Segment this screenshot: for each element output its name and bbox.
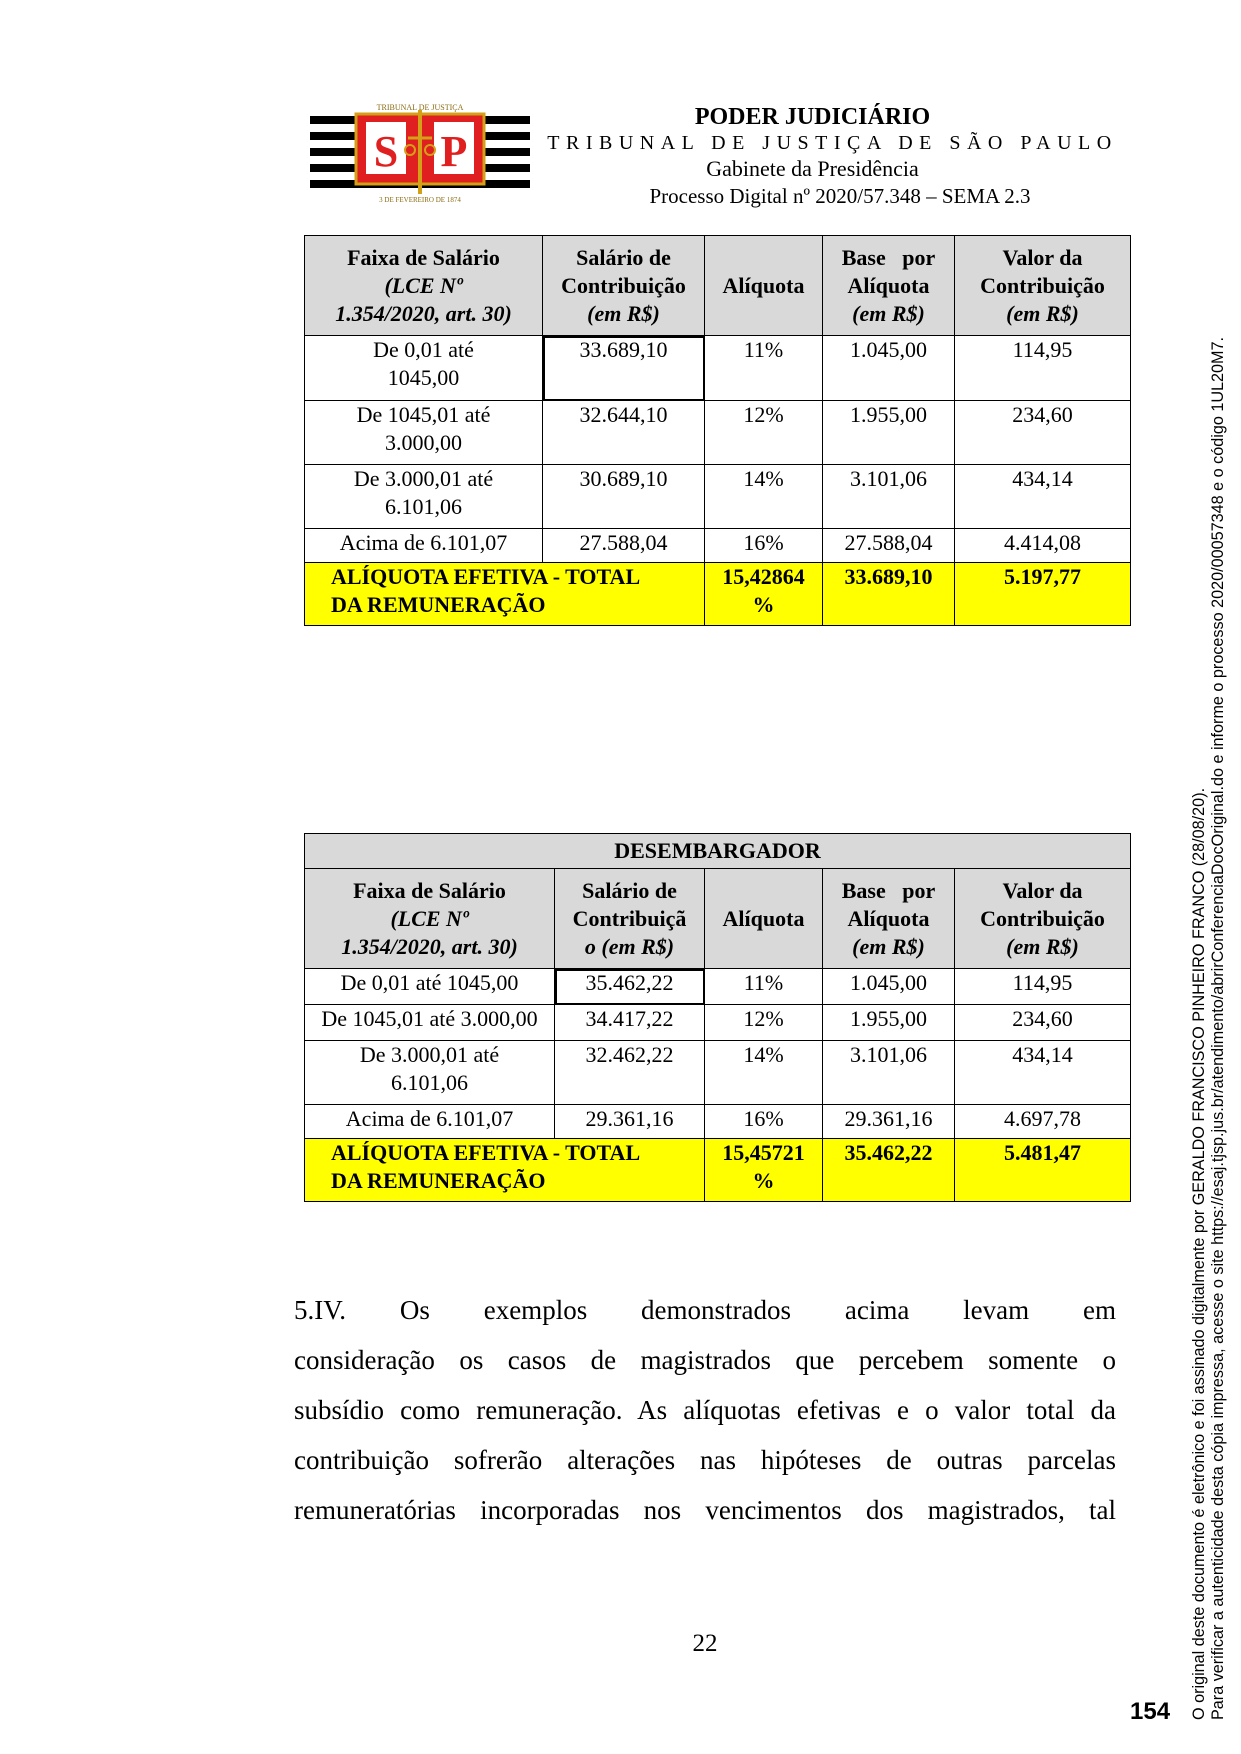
cell-faixa: De 3.000,01 até 6.101,06: [305, 1041, 555, 1105]
table-row: [305, 529, 1131, 563]
cell-faixa: De 0,01 até 1045,00: [305, 969, 555, 1005]
table-row: [305, 1105, 1131, 1139]
cell-aliquota: 14%: [705, 465, 823, 529]
cell-valor: 434,14: [955, 1041, 1131, 1105]
cell-base: 27.588,04: [823, 529, 955, 563]
contribution-table-desembargador: [304, 833, 1131, 1202]
cell-base: 3.101,06: [823, 1041, 955, 1105]
cell-faixa: De 3.000,01 até 6.101,06: [305, 465, 543, 529]
svg-text:S: S: [373, 127, 399, 176]
cell-salario: 27.588,04: [543, 529, 705, 563]
paragraph-line: 5.IV. Os exemplos demonstrados acima levam em: [294, 1295, 1116, 1325]
cell-base: 1.045,00: [823, 336, 955, 401]
svg-text:P: P: [440, 127, 468, 176]
cell-faixa: Acima de 6.101,07: [305, 1105, 555, 1139]
header-faixa: Faixa de Salário (LCE Nº 1.354/2020, art. 30): [305, 869, 555, 969]
authenticity-note: [1190, 337, 1228, 1720]
cell-aliquota: 12%: [705, 1005, 823, 1041]
header-title: PODER JUDICIÁRIO: [694, 104, 931, 130]
cell-total-valor: 5.481,47: [955, 1139, 1131, 1202]
header-aliquota: Alíquota: [705, 869, 823, 969]
cell-total-base: 33.689,10: [823, 563, 955, 626]
cell-salario: 30.689,10: [543, 465, 705, 529]
table-row: [305, 969, 1131, 1005]
table-row: [305, 1041, 1131, 1105]
cell-valor: 114,95: [955, 336, 1131, 401]
page-number: 22: [692, 1630, 718, 1657]
header-salario: Salário de Contribuição (em R$): [543, 236, 705, 336]
table-row: [305, 1005, 1131, 1041]
header-base: Base por Alíquota (em R$): [823, 869, 955, 969]
cell-total-base: 35.462,22: [823, 1139, 955, 1202]
table-total-row: [305, 563, 1131, 626]
table-row: [305, 336, 1131, 401]
cell-base: 1.955,00: [823, 401, 955, 465]
table-header-row: [305, 869, 1131, 969]
header-court-name: TRIBUNAL DE JUSTIÇA DE SÃO PAULO: [547, 132, 1118, 154]
cell-total-label: ALÍQUOTA EFETIVA - TOTAL DA REMUNERAÇÃO: [305, 563, 705, 626]
header-valor: Valor da Contribuição (em R$): [955, 869, 1131, 969]
authenticity-note-line-2: Para verificar a autenticidade desta cópia impressa, acesse o site https://esaj.tjsp.jus.br/atendimento/abrirConferenciaDocOriginal.do e informe o processo 2020/00057348 e o código 1UL20M7.: [1209, 336, 1227, 1720]
court-seal-logo: [310, 104, 530, 204]
paragraph-line: consideração os casos de magistrados que percebem somente o: [294, 1345, 1116, 1375]
cell-total-aliquota: 15,42864 %: [705, 563, 823, 626]
paragraph-line: subsídio como remuneração. As alíquotas efetivas e o valor total da: [294, 1395, 1116, 1425]
cell-valor: 114,95: [955, 969, 1131, 1005]
cell-valor: 4.414,08: [955, 529, 1131, 563]
cell-faixa: De 1045,01 até 3.000,00: [305, 401, 543, 465]
cell-aliquota: 16%: [705, 529, 823, 563]
paragraph-line: remuneratórias incorporadas nos vencimentos dos magistrados, tal: [294, 1495, 1116, 1525]
table-row: [305, 401, 1131, 465]
paragraph-line: contribuição sofrerão alterações nas hipóteses de outras parcelas: [294, 1445, 1116, 1475]
header-office: Gabinete da Presidência: [706, 156, 919, 181]
table-row: [305, 465, 1131, 529]
cell-faixa: De 0,01 até 1045,00: [305, 336, 543, 401]
cell-aliquota: 16%: [705, 1105, 823, 1139]
cell-valor: 4.697,78: [955, 1105, 1131, 1139]
header-aliquota: Alíquota: [705, 236, 823, 336]
table-caption: DESEMBARGADOR: [305, 834, 1131, 869]
header-process-number: Processo Digital nº 2020/57.348 – SEMA 2.3: [649, 184, 1031, 208]
cell-salario: 32.462,22: [555, 1041, 705, 1105]
cell-base: 1.955,00: [823, 1005, 955, 1041]
cell-valor: 234,60: [955, 401, 1131, 465]
cell-valor: 434,14: [955, 465, 1131, 529]
svg-text:3 DE FEVEREIRO DE 1874: 3 DE FEVEREIRO DE 1874: [379, 196, 461, 204]
cell-total-valor: 5.197,77: [955, 563, 1131, 626]
cell-salario: 33.689,10: [543, 336, 705, 401]
cell-salario: 34.417,22: [555, 1005, 705, 1041]
cell-aliquota: 14%: [705, 1041, 823, 1105]
process-page-number: 154: [1130, 1698, 1171, 1725]
cell-base: 29.361,16: [823, 1105, 955, 1139]
cell-faixa: De 1045,01 até 3.000,00: [305, 1005, 555, 1041]
cell-base: 3.101,06: [823, 465, 955, 529]
svg-text:TRIBUNAL DE JUSTIÇA: TRIBUNAL DE JUSTIÇA: [376, 104, 464, 112]
contribution-table-1: [304, 235, 1131, 626]
cell-salario: 35.462,22: [555, 969, 705, 1005]
cell-aliquota: 11%: [705, 969, 823, 1005]
body-paragraph: [294, 1285, 1116, 1535]
cell-faixa: Acima de 6.101,07: [305, 529, 543, 563]
table-caption-row: [305, 834, 1131, 869]
header-salario: Salário de Contribuiçã o (em R$): [555, 869, 705, 969]
header-faixa: Faixa de Salário (LCE Nº 1.354/2020, art. 30): [305, 236, 543, 336]
cell-aliquota: 12%: [705, 401, 823, 465]
table-total-row: [305, 1139, 1131, 1202]
header-base: Base por Alíquota (em R$): [823, 236, 955, 336]
cell-valor: 234,60: [955, 1005, 1131, 1041]
cell-salario: 32.644,10: [543, 401, 705, 465]
cell-aliquota: 11%: [705, 336, 823, 401]
header-valor: Valor da Contribuição (em R$): [955, 236, 1131, 336]
cell-salario: 29.361,16: [555, 1105, 705, 1139]
authenticity-note-line-1: O original deste documento é eletrônico e foi assinado digitalmente por GERALDO FRANCISCO PINHEIRO FRANCO (28/08/20).: [1190, 787, 1208, 1720]
cell-base: 1.045,00: [823, 969, 955, 1005]
table-header-row: [305, 236, 1131, 336]
cell-total-label: ALÍQUOTA EFETIVA - TOTAL DA REMUNERAÇÃO: [305, 1139, 705, 1202]
cell-total-aliquota: 15,45721 %: [705, 1139, 823, 1202]
